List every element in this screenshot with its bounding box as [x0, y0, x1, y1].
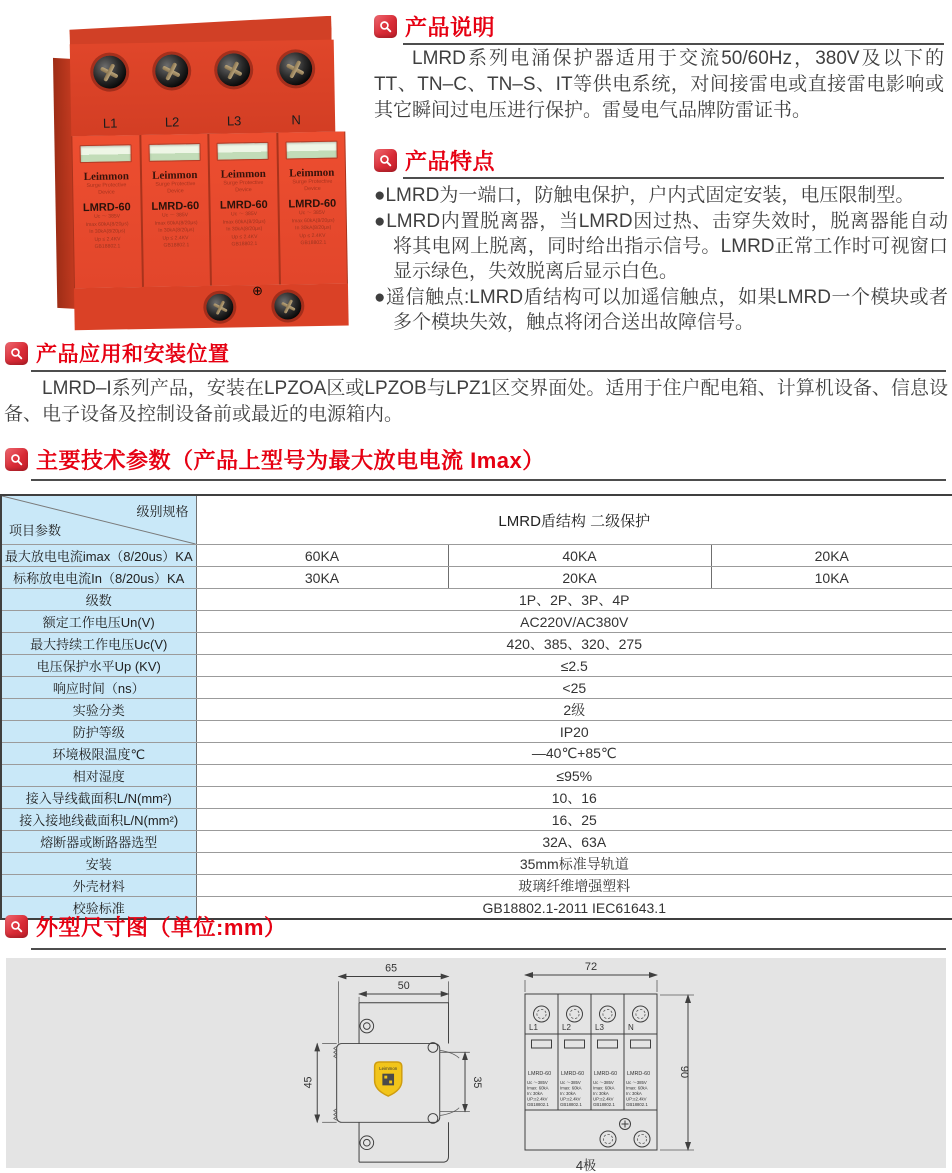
model-text: LMRD-60 — [528, 1071, 552, 1077]
terminal-label: L1 — [529, 1023, 538, 1032]
qr-code — [382, 1074, 394, 1086]
spd-module — [209, 133, 278, 286]
section-title: 产品应用和安装位置 — [36, 343, 230, 366]
brand-text: Leimmon — [289, 166, 335, 180]
status-window — [80, 144, 132, 163]
row-label: 实验分类 — [1, 699, 196, 721]
row-label: 相对湿度 — [1, 765, 196, 787]
section-dimensions-header — [5, 911, 286, 942]
features-list — [374, 183, 948, 336]
model-text: LMRD-60 — [82, 201, 131, 215]
front-module — [560, 1006, 585, 1107]
section-parameters-header — [5, 444, 545, 475]
brand-text: Leimmon — [220, 167, 266, 181]
terminal-label: L2 — [562, 1023, 571, 1032]
spec-line: In 30kA(8/20μs) — [157, 227, 194, 234]
front-view-drawing — [498, 958, 718, 1173]
corner-label-item: 项目参数 — [9, 523, 62, 538]
table-row — [1, 567, 952, 589]
row-value: 玻璃纤维增强塑料 — [196, 875, 952, 897]
terminal-label: L3 — [595, 1023, 604, 1032]
brand-subtext: Device — [166, 188, 184, 195]
svg-text:GB18802.1: GB18802.1 — [626, 1102, 648, 1107]
row-value: 20KA — [448, 567, 711, 589]
spd-module — [141, 134, 210, 287]
row-label: 级数 — [1, 589, 196, 611]
spec-line: GB18802.1 — [231, 241, 258, 248]
dim-35: 35 — [470, 1076, 483, 1089]
row-label: 响应时间（ns） — [1, 677, 196, 699]
terminal-labels — [71, 112, 335, 132]
spec-line: GB18802.1 — [163, 242, 189, 249]
terminal-label: N — [291, 112, 301, 128]
spec-line: Imax 60kA(8/20μs) — [291, 217, 335, 224]
svg-text:Imax: 60kA: Imax: 60kA — [626, 1085, 648, 1091]
model-text: LMRD-60 — [594, 1071, 618, 1077]
screw-icon — [92, 55, 126, 89]
brand-text: Leimmon — [83, 170, 130, 184]
section-rule — [31, 370, 946, 372]
spec-line: Imax 60kA(8/20μs) — [154, 220, 198, 226]
status-window — [148, 143, 200, 162]
row-value: 60KA — [196, 545, 448, 567]
spec-line: Up ≤ 2.4KV — [162, 235, 189, 241]
model-text: LMRD-60 — [561, 1071, 585, 1077]
row-value: IP20 — [196, 721, 952, 743]
svg-text:In: 30kA: In: 30kA — [527, 1091, 543, 1096]
row-label: 电压保护水平Up (KV) — [1, 655, 196, 677]
section-title: 产品特点 — [405, 149, 496, 174]
dim-90: 90 — [678, 1065, 690, 1079]
dim-65: 65 — [385, 962, 398, 975]
spec-line: Imax 60kA(8/20μs) — [222, 218, 266, 225]
feature-item: ● LMRD内置脱离器，当LMRD因过热、击穿失效时，脱离器能自动将其电网上脱离，同时给出指示信号。LMRD正常工作时可视窗口显示绿色，失效脱离后显示白色。 — [374, 209, 948, 284]
svg-text:Uc ～385V: Uc ～385V — [626, 1080, 647, 1085]
table-row — [1, 611, 952, 633]
svg-text:Uc ～385V: Uc ～385V — [560, 1080, 581, 1085]
row-value: 20KA — [711, 545, 952, 567]
pole-caption: 4极 — [575, 1158, 597, 1173]
section-title: 产品说明 — [405, 15, 496, 40]
spd-module — [72, 135, 141, 288]
corner-cell — [1, 495, 196, 545]
row-label: 额定工作电压Un(V) — [1, 611, 196, 633]
feature-item: ● 遥信触点:LMRD盾结构可以加遥信触点，如果LMRD一个模块或者多个模块失效，触点将闭合送出故障信号。 — [374, 285, 948, 335]
svg-text:UP:≤2.4kV: UP:≤2.4kV — [560, 1096, 581, 1102]
row-value: <25 — [196, 677, 952, 699]
brand-subtext: Surge Protective — [86, 182, 127, 189]
terminal-label: L2 — [164, 114, 180, 130]
row-value: —40℃+85℃ — [196, 743, 952, 765]
product-photo — [47, 13, 354, 332]
row-label: 接入导线截面积L/N(mm²) — [1, 787, 196, 809]
device-bottom-block — [74, 283, 349, 330]
magnifier-icon — [5, 448, 28, 471]
spec-line: Up ≤ 2.4KV — [299, 232, 326, 239]
spec-line: In 30kA(8/20μs) — [226, 226, 263, 233]
table-row — [1, 699, 952, 721]
magnifier-icon — [5, 915, 28, 938]
svg-text:In: 30kA: In: 30kA — [626, 1091, 642, 1096]
terminal-screws — [70, 52, 335, 90]
row-value: 30KA — [196, 567, 448, 589]
svg-text:Imax: 60kA: Imax: 60kA — [560, 1085, 582, 1091]
application-paragraph: LMRD–I系列产品，安装在LPZOA区或LPZOB与LPZ1区交界面处。适用于住户配电箱、计算机设备、信息设备、电子设备及控制设备前或最近的电源箱内。 — [4, 378, 948, 425]
brand-text: Leimmon — [152, 169, 198, 182]
table-row — [1, 589, 952, 611]
row-value: 10、16 — [196, 787, 952, 809]
parameters-table — [0, 494, 952, 920]
svg-text:GB18802.1: GB18802.1 — [560, 1102, 582, 1107]
description-paragraph: LMRD系列电涌保护器适用于交流50/60Hz，380V及以下的TT、TN–C、TN–S、IT等供电系统，对间接雷电或直接雷电影响或其它瞬间过电压进行保护。雷曼电气品牌防雷证书。 — [374, 48, 944, 121]
svg-text:Imax: 60kA: Imax: 60kA — [593, 1085, 615, 1091]
front-module — [527, 1006, 552, 1107]
terminal-label: N — [628, 1023, 634, 1032]
table-header-row — [1, 495, 952, 545]
brand-subtext: Device — [235, 187, 252, 194]
dim-72: 72 — [584, 961, 598, 973]
svg-text:In: 30kA: In: 30kA — [593, 1091, 609, 1096]
dimension-drawings-panel — [6, 958, 946, 1173]
svg-text:GB18802.1: GB18802.1 — [593, 1102, 615, 1107]
model-text: LMRD-60 — [288, 197, 337, 211]
shield-brand-text: Leimmon — [379, 1065, 398, 1071]
row-value: 2级 — [196, 699, 952, 721]
spec-line: Up ≤ 2.4KV — [231, 234, 258, 240]
screw-icon — [278, 52, 312, 86]
brand-subtext: Surge Protective — [291, 179, 332, 186]
front-module — [626, 1006, 651, 1107]
row-label: 标称放电电流In（8/20us）KA — [1, 567, 196, 589]
table-row — [1, 633, 952, 655]
spec-line: GB18802.1 — [300, 240, 326, 246]
section-rule — [403, 43, 944, 45]
terminal-label: L3 — [226, 113, 242, 129]
brand-subtext: Device — [98, 189, 115, 196]
section-description-header — [374, 11, 495, 42]
section-title: 主要技术参数（产品上型号为最大放电电流 Imax） — [36, 448, 545, 473]
spec-line: In 30kA(8/20μs) — [89, 228, 126, 235]
section-application-header — [5, 338, 230, 368]
model-text: LMRD-60 — [219, 198, 268, 212]
row-label: 防护等级 — [1, 721, 196, 743]
corner-label-spec: 级别规格 — [136, 504, 189, 519]
spec-line: Uc ～ 385V — [230, 211, 258, 218]
magnifier-icon — [5, 342, 28, 365]
brand-subtext: Device — [303, 186, 321, 192]
dim-50: 50 — [397, 980, 410, 993]
spec-line: Uc ～ 385V — [93, 213, 121, 220]
table-row — [1, 809, 952, 831]
model-text: LMRD-60 — [151, 200, 200, 213]
side-view-drawing — [278, 958, 513, 1168]
row-value: 35mm标准导轨道 — [196, 853, 952, 875]
status-window — [285, 141, 337, 160]
row-label: 熔断器或断路器选型 — [1, 831, 196, 853]
table-row — [1, 831, 952, 853]
spec-line: Uc ～ 385V — [299, 210, 326, 216]
row-label: 外壳材料 — [1, 875, 196, 897]
device-modules — [71, 131, 348, 288]
row-value: 10KA — [711, 567, 952, 589]
table-row — [1, 655, 952, 677]
row-value: GB18802.1-2011 IEC61643.1 — [196, 897, 952, 920]
svg-text:GB18802.1: GB18802.1 — [527, 1102, 549, 1107]
svg-text:In: 30kA: In: 30kA — [560, 1091, 576, 1096]
device-terminal-block — [70, 40, 336, 137]
screw-icon — [274, 292, 301, 319]
table-row — [1, 743, 952, 765]
front-module — [593, 1006, 618, 1107]
spec-line: GB18802.1 — [94, 243, 121, 250]
brand-subtext: Surge Protective — [223, 180, 264, 187]
section-rule — [403, 177, 944, 179]
row-value: 16、25 — [196, 809, 952, 831]
table-row — [1, 765, 952, 787]
section-features-header — [374, 145, 495, 176]
row-label: 环境极限温度℃ — [1, 743, 196, 765]
magnifier-icon — [374, 15, 397, 38]
screw-icon — [154, 54, 188, 88]
svg-text:UP:≤2.4kV: UP:≤2.4kV — [527, 1096, 548, 1102]
svg-text:Uc ～385V: Uc ～385V — [527, 1080, 548, 1085]
feature-item: ● LMRD为一端口，防触电保护，户内式固定安装，电压限制型。 — [374, 183, 948, 208]
spec-line: Imax 60kA(8/20μs) — [85, 221, 129, 228]
row-value: 40KA — [448, 545, 711, 567]
spec-line: Up ≤ 2.4KV — [94, 236, 121, 243]
row-value: AC220V/AC380V — [196, 611, 952, 633]
screw-icon — [216, 53, 250, 87]
row-value: 32A、63A — [196, 831, 952, 853]
section-title: 外型尺寸图（单位:mm） — [36, 915, 287, 940]
terminal-label: L1 — [102, 115, 118, 131]
row-value: ≤95% — [196, 765, 952, 787]
screw-icon — [206, 293, 233, 320]
table-row — [1, 875, 952, 897]
row-value: 1P、2P、3P、4P — [196, 589, 952, 611]
magnifier-icon — [374, 149, 397, 172]
table-row — [1, 721, 952, 743]
table-row — [1, 787, 952, 809]
svg-text:UP:≤2.4kV: UP:≤2.4kV — [626, 1096, 647, 1102]
svg-text:UP:≤2.4kV: UP:≤2.4kV — [593, 1096, 614, 1102]
brand-subtext: Surge Protective — [154, 181, 195, 188]
spec-line: Uc ～ 385V — [162, 212, 189, 219]
row-label: 最大放电电流imax（8/20us）KA — [1, 545, 196, 567]
row-label: 安装 — [1, 853, 196, 875]
svg-text:Imax: 60kA: Imax: 60kA — [527, 1085, 549, 1091]
table-title-cell: LMRD盾结构 二级保护 — [196, 495, 952, 545]
table-row — [1, 545, 952, 567]
status-window — [217, 142, 269, 161]
ground-symbol: ⊕ — [251, 282, 264, 299]
spec-line: In 30kA(8/20μs) — [294, 225, 331, 232]
row-label: 最大持续工作电压Uc(V) — [1, 633, 196, 655]
spd-module — [278, 131, 347, 284]
section-rule — [31, 479, 946, 481]
row-value: ≤2.5 — [196, 655, 952, 677]
row-label: 接入接地线截面积L/N(mm²) — [1, 809, 196, 831]
section-rule — [31, 948, 946, 950]
table-row — [1, 677, 952, 699]
dim-45: 45 — [302, 1076, 315, 1089]
svg-text:Uc ～385V: Uc ～385V — [593, 1080, 614, 1085]
row-label: 校验标准 — [1, 897, 196, 920]
model-text: LMRD-60 — [627, 1071, 651, 1077]
table-row — [1, 853, 952, 875]
row-value: 420、385、320、275 — [196, 633, 952, 655]
